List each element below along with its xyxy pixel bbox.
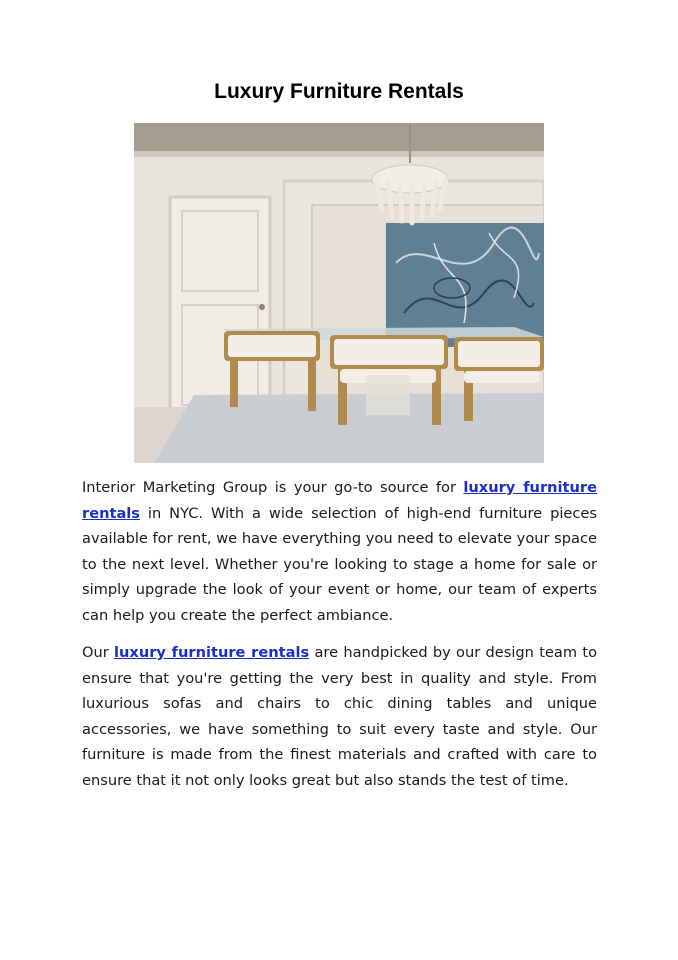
intro-paragraph (82, 475, 597, 629)
details-text-end: are handpicked by our design team to ensure that you're getting the very best in quality and style. From luxurious sofas and chairs to chic dining tables and unique accessories, we have something to suit every taste and style. Our furniture is made from the finest materials and crafted with care to ensure that it not only looks great but also stands the test of time. (82, 644, 597, 789)
intro-text-end: in NYC. With a wide selection of high-end furniture pieces available for rent, we have everything you need to elevate your space to the next level. Whether you're looking to stage a home for sale or simply upgrade the look of your event or home, our team of experts can help you create the perfect ambiance. (82, 504, 597, 624)
page-title: Luxury Furniture Rentals (214, 80, 464, 103)
luxury-furniture-rentals-link[interactable]: luxury furniture rentals (82, 479, 597, 522)
details-paragraph (82, 640, 597, 794)
luxury-furniture-rentals-link-2[interactable]: luxury furniture rentals (114, 644, 310, 661)
details-text-start: Our (82, 644, 115, 661)
dining-room-photo (134, 123, 544, 463)
intro-text-start: Interior Marketing Group is your go-to source for (82, 479, 464, 496)
